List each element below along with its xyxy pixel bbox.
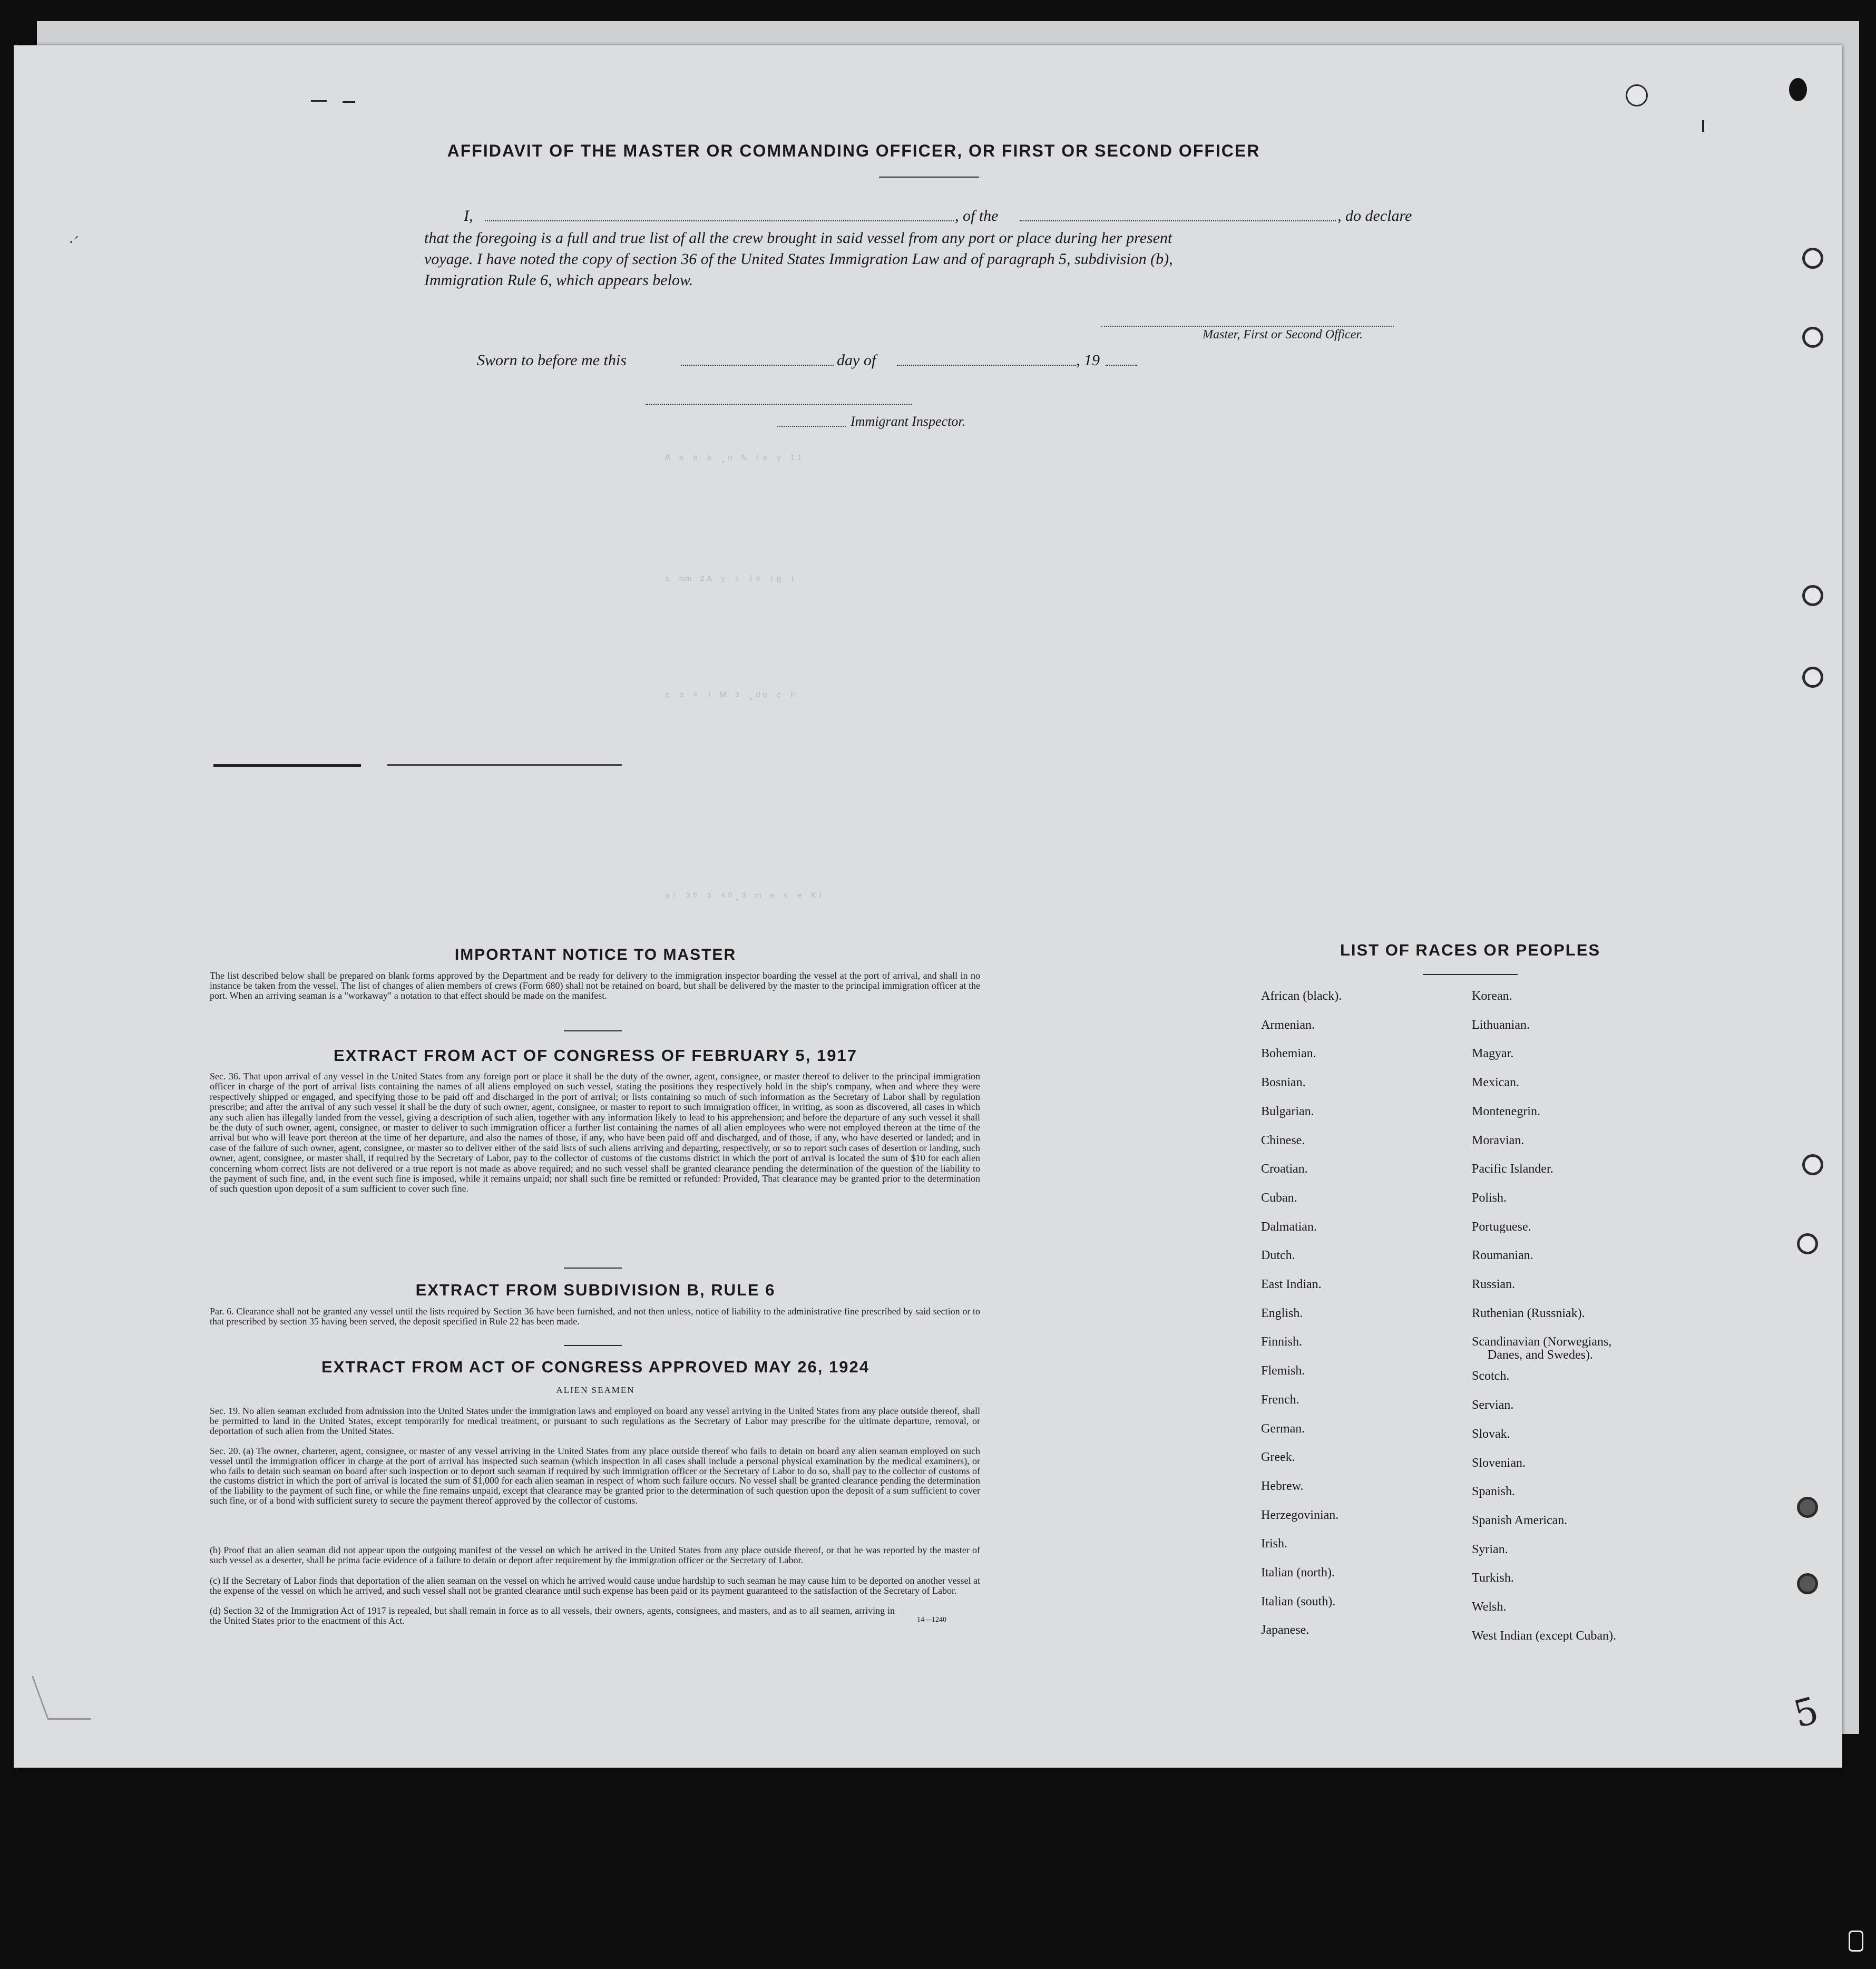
bleed-through: ᴬ ᵃ ᵉ ᵃ .ᵒ ᴺ ᴵᵃ ʸ ¹¹ [664,453,804,466]
race-item: Scandinavian (Norwegians, [1472,1335,1612,1349]
race-item: Greek. [1261,1450,1295,1465]
bleed-through: ᵃʳ ³⁰ ³ ⁴⁰.³ ᵐ ᵉ ˢ ᵉ ᴷᴵ [664,891,824,904]
sworn-day-field[interactable] [681,365,834,366]
race-item: Slovenian. [1472,1456,1526,1470]
race-item: Welsh. [1472,1600,1507,1614]
alien-seamen-subtitle: ALIEN SEAMEN [556,1385,635,1395]
extract-1924-sec19: Sec. 19. No alien seaman excluded from admission into the United States under the immigration laws and employed on board any vessel arriving in the United States from any place outside thereof, shall be permitted to land in the United States, except temporarily for medical treatment, or pursuant to such regulations as the Secretary of Labor may prescribe for the ultimate departure, removal, or deportation of such alien from the United States. [210,1406,980,1436]
extract-1924-sec20b: (b) Proof that an alien seaman did not appear upon the outgoing manifest of the vessel on which he arrived in the United States from any place outside thereof, or that he was reported by the master of such vessel as a deserter, shall be prima facie evidence of a failure to detain or deport after requirement by the immigration officer or the Secretary of Labor. [210,1545,980,1565]
race-item: Hebrew. [1261,1479,1304,1493]
inspector-dotline [777,426,846,427]
stray-mark [343,101,355,103]
punch-hole [1626,84,1648,106]
extract-1924-sec20c: (c) If the Secretary of Labor finds that deportation of the alien seaman on the vessel on which he arrived would cause undue hardship to such seaman he may cause him to be deported on another vessel at the expense of the vessel on which he arrived, and such vessel shall not be granted clearance until such expense has been paid or its payment guaranteed to the satisfaction of the Secretary of Labor. [210,1575,981,1596]
extract-rule6-title: EXTRACT FROM SUBDIVISION B, RULE 6 [415,1281,776,1299]
race-item: Lithuanian. [1472,1018,1530,1032]
punch-hole [1802,248,1823,269]
extract-1924-sec20a: Sec. 20. (a) The owner, charterer, agent, consignee, or master of any vessel arriving in the United States from any place outside thereof who fails to detain on board any alien seaman employed on such vessel until the immigration officer in charge at the port of arrival has inspected such seaman (which inspection in all cases shall include a personal physical examination by the medical examiners), or who fails to detain such seaman on board after such inspection or to deport such seaman if required by such immigration officer or the Secretary of Labor to do so, shall pay to the collector of customs of the customs district in which the port of arrival is located the sum of $1,000 for each alien seaman in respect of whom such failure occurs. No vessel shall be granted clearance pending the determination of the liability to the payment of such fine, or while the fine remains unpaid, except that clearance may be granted prior to the determination of such question upon the deposit of a sum sufficient to cover such fine, or of a bond with sufficient surety to secure the payment thereof approved by the collector of customs. [210,1446,980,1506]
race-item: Chinese. [1261,1133,1305,1147]
race-item: Polish. [1472,1191,1507,1205]
dash-mark [213,764,361,767]
stray-mark [1702,120,1704,132]
signature-label: Master, First or Second Officer. [1203,328,1363,342]
affidavit-title: AFFIDAVIT OF THE MASTER OR COMMANDING OFFICER, OR FIRST OR SECOND OFFICER [447,141,1261,160]
affidavit-of-the: , of the [955,207,999,225]
divider [564,1345,622,1346]
race-item: Mexican. [1472,1076,1519,1090]
inspector-label: Immigrant Inspector. [851,414,966,429]
race-item: Italian (north). [1261,1566,1335,1580]
race-item: Croatian. [1261,1162,1308,1176]
punch-hole [1797,1573,1818,1594]
race-item: French. [1261,1392,1299,1407]
punch-hole [1797,1233,1818,1254]
punch-hole [1802,585,1823,606]
extract-1924-sec20d: (d) Section 32 of the Immigration Act of 1917 is repealed, but shall remain in force as to all vessels, their owners, agents, consignees, and masters, and as to all seamen, arriving in the United States prior to the enactment of this Act. [210,1605,895,1626]
race-item: Montenegrin. [1472,1104,1540,1118]
race-item: Flemish. [1261,1364,1305,1378]
extract-1917-title: EXTRACT FROM ACT OF CONGRESS OF FEBRUARY 5, 1917 [334,1046,857,1065]
race-item: Danes, and Swedes). [1488,1348,1593,1362]
race-item: African (black). [1261,989,1342,1003]
affidavit-i: I, [464,207,473,225]
stray-mark: ·´ [69,233,79,251]
ink-blot [1789,78,1807,101]
race-item: Turkish. [1472,1571,1514,1585]
race-item: Italian (south). [1261,1594,1336,1609]
race-item: Ruthenian (Russniak). [1472,1306,1585,1320]
race-item: Irish. [1261,1537,1287,1551]
race-item: Moravian. [1472,1133,1525,1147]
bleed-through: ᵉ ᵃ ⁴ ᴵ ᴹ ³ .ᵈᵒ ᵉ ʰ [664,690,796,704]
race-item: Spanish American. [1472,1513,1568,1527]
form-number: 14—1240 [917,1616,946,1624]
punch-hole [1797,1497,1818,1518]
race-item: Armenian. [1261,1018,1315,1032]
notice-title: IMPORTANT NOTICE TO MASTER [454,946,737,963]
race-item: Korean. [1472,989,1512,1003]
race-item: Portuguese. [1472,1220,1531,1234]
race-item: Bulgarian. [1261,1104,1314,1118]
inspector-signature-line[interactable] [646,404,912,405]
dash-mark [387,764,622,766]
race-item: Bosnian. [1261,1076,1306,1090]
races-title: LIST OF RACES OR PEOPLES [1340,941,1601,959]
bleed-through: ᵒ ᵐᵐ ²ᴬ ʸ ˡ ˡ⁸ ʳᵍ ᵗ [664,574,796,588]
race-item: Russian. [1472,1278,1516,1291]
punch-hole [1802,327,1823,348]
handwritten-page-mark: 5 [1789,1688,1823,1737]
affidavit-body-2: voyage. I have noted the copy of section 36 of the United States Immigration Law and of paragraph 5, subdivision (b), [424,250,1173,268]
race-item: Dutch. [1261,1249,1295,1263]
title-underline [879,177,979,178]
race-item: Scotch. [1472,1369,1510,1383]
day-of-label: day of [837,352,876,369]
race-item: Spanish. [1472,1485,1516,1499]
notice-text: The list described below shall be prepared on blank forms approved by the Department and be ready for delivery to the immigration inspector boarding the vessel at the port of arrival, and shall in no instance be taken from the vessel. The list of changes of alien members of crews (Form 680) shall not be retained on board, but shall be delivered by the master to the principal immigration officer at the port. When an arriving seaman is a "workaway" a notation to that effect should be made on the manifest. [210,970,980,1001]
extract-1917-text: Sec. 36. That upon arrival of any vessel in the United States from any foreign port or place it shall be the duty of the owner, agent, consignee, or master thereof to deliver to the principal immigration officer in charge of the port of arrival lists containing the names of all aliens employed on such vessel, stating the positions they respectively hold in the ship's company, when and where they were respectively shipped or engaged, and specifying those to be paid off and discharged in the port of arrival; or lists containing so much of such information as the Secretary of Labor shall by regulation prescribe; and after the arrival of any such vessel it shall be the duty of such owner, agent, consignee, or master to report to such immigration officer, in writing, as soon as discovered, all cases in which any such alien has illegally landed from the vessel, giving a description of such alien, together with any information likely to lead to his apprehension; and before the departure of any such vessel it shall be the duty of such owner, agent, consignee, or master to deliver to such immigration officer a further list containing the names of all alien employees who were not employed thereon at the time of the arrival but who will leave port thereon at the time of her departure, and also the names of those, if any, who have been paid off and discharged, and of those, if any, who have deserted or landed; and in case of the failure of such owner, agent, consignee, or master so to deliver either of the said lists of such aliens arriving and departing, respectively, or so to report such cases of desertion or landing, such owner, agent, consignee, or master shall, if required by the Secretary of Labor, pay to the collector of customs of the customs district in which the port of arrival is located the sum of $10 for each alien concerning whom correct lists are not delivered or a true report is not made as above required; and no such vessel shall be granted clearance pending the determination of the question of the liability to the payment of such fine, and, in the event such fine is imposed, while it remains unpaid; nor shall such fine be remitted or refunded: Provided, That clearance may be granted prior to the determination of such question upon deposit of a sum sufficient to cover such fine. [210,1071,980,1194]
vessel-field[interactable] [1020,220,1336,221]
race-item: Finnish. [1261,1335,1303,1349]
name-field[interactable] [485,220,954,221]
affidavit-body-1: that the foregoing is a full and true list of all the crew brought in said vessel from any port or place during her present [424,229,1172,247]
race-item: Syrian. [1472,1542,1508,1556]
race-item: Japanese. [1261,1623,1310,1637]
year-prefix: , 19 [1076,352,1100,369]
sworn-month-field[interactable] [897,365,1076,366]
race-item: English. [1261,1306,1303,1320]
signature-line[interactable] [1101,326,1394,327]
stray-mark [311,100,327,102]
race-item: West Indian (except Cuban). [1472,1629,1616,1643]
affidavit-declare: , do declare [1337,207,1412,225]
punch-hole [1802,667,1823,688]
races-title-underline [1423,974,1518,975]
divider [564,1030,622,1031]
form-sheet [14,45,1842,1768]
sworn-year-field[interactable] [1106,365,1137,366]
race-item: German. [1261,1421,1305,1436]
extract-rule6-text: Par. 6. Clearance shall not be granted any vessel until the lists required by Section 36 have been furnished, and not then unless, notice of liability to the administrative fine prescribed by said section or to that prescribed by section 35 having been served, the deposit specified in Rule 22 has been made. [210,1306,980,1327]
race-item: East Indian. [1261,1278,1322,1291]
race-item: Cuban. [1261,1191,1297,1205]
punch-hole [1802,1154,1823,1175]
race-item: Bohemian. [1261,1047,1316,1061]
race-item: Roumanian. [1472,1249,1533,1263]
divider [564,1268,622,1269]
race-item: Pacific Islander. [1472,1162,1553,1176]
extract-1924-title: EXTRACT FROM ACT OF CONGRESS APPROVED MAY 26, 1924 [321,1358,869,1376]
sworn-label: Sworn to before me this [477,352,627,369]
race-item: Magyar. [1472,1047,1514,1061]
affidavit-body-3: Immigration Rule 6, which appears below. [424,271,693,289]
corner-marker [1849,1931,1863,1952]
race-item: Dalmatian. [1261,1220,1317,1234]
race-item: Slovak. [1472,1427,1510,1441]
race-item: Servian. [1472,1398,1514,1412]
race-item: Herzegovinian. [1261,1508,1339,1522]
